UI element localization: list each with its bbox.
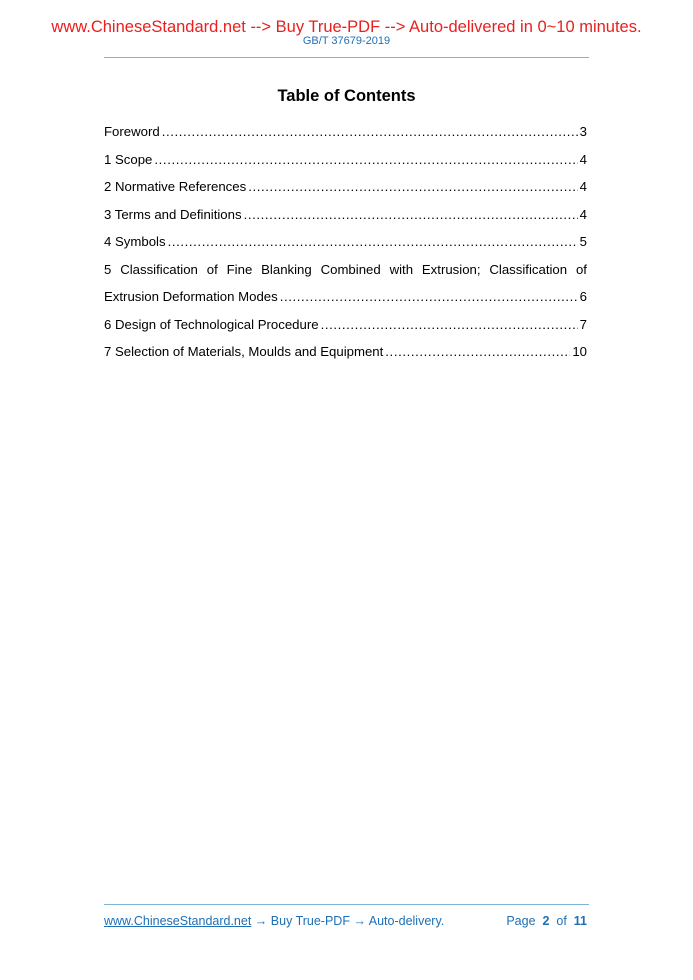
toc-entry-classification[interactable] [104,283,587,311]
toc-entry-word: Blanking [261,261,312,277]
toc-entry-label: 1 Scope [104,151,153,167]
page-indicator [506,914,587,928]
toc-entry-page: 4 [579,151,587,167]
toc-entry-word: with [389,261,414,277]
footer-buy-text: Buy True-PDF [270,914,350,928]
footer-divider [104,904,589,905]
promo-banner[interactable]: www.ChineseStandard.net --> Buy True-PDF --> Auto-delivered in 0~10 minutes. [51,18,642,36]
toc-entry-page: 3 [579,124,587,139]
toc-entry-page: 4 [579,179,587,194]
toc-entry-materials-equipment[interactable] [104,338,587,366]
toc-entry-label: 4 Symbols [104,234,166,249]
toc-entry-word: Classification [120,261,198,277]
toc-title: Table of Contents [277,87,416,105]
table-of-contents [104,118,587,366]
toc-entry-word: Combined [320,261,381,277]
page-footer [104,914,587,928]
footer-promo [104,914,444,928]
footer-site-link[interactable]: www.ChineseStandard.net [104,914,252,928]
toc-entry-scope[interactable] [104,146,587,174]
toc-entry-page: 4 [579,206,587,222]
toc-entry-page: 7 [579,316,587,332]
toc-entry-label: Extrusion Deformation Modes [104,289,278,304]
standard-code: GB/T 37679-2019 [302,35,391,47]
toc-entry-page: 5 [579,234,587,249]
toc-leader-dots [385,338,570,366]
toc-leader-dots [162,118,578,146]
toc-entry-word: Classification [489,261,568,277]
toc-entry-foreword[interactable] [104,118,587,146]
toc-leader-dots [321,311,578,339]
toc-leader-dots [244,201,578,229]
toc-entry-page: 10 [572,344,587,359]
page-total: 11 [573,914,587,928]
toc-entry-terms-definitions[interactable] [104,201,587,229]
toc-leader-dots [280,283,578,311]
toc-entry-label: 3 Terms and Definitions [104,206,242,222]
page-current: 2 [542,914,550,928]
toc-entry-classification-line1[interactable] [104,256,587,284]
toc-entry-technological-procedure[interactable] [104,311,587,339]
page-label: Page [506,914,536,928]
page-of-label: of [556,914,567,928]
toc-entry-word: of [206,261,218,277]
toc-leader-dots [248,173,577,201]
toc-entry-word: Fine [226,261,253,277]
toc-entry-page: 6 [579,289,587,304]
toc-entry-label: 6 Design of Technological Procedure [104,316,319,332]
arrow-right-icon: → [254,914,268,928]
toc-entry-label: 7 Selection of Materials, Moulds and Equipment [104,344,384,359]
toc-entry-normative-references[interactable] [104,173,587,201]
toc-entry-symbols[interactable] [104,228,587,256]
toc-entry-word: of [575,261,587,277]
toc-entry-label: 2 Normative References [104,179,247,194]
toc-leader-dots [168,228,578,256]
toc-entry-word: 5 [104,261,112,277]
header-divider [104,57,589,58]
toc-entry-label: Foreword [104,124,160,139]
toc-entry-word: Extrusion; [421,261,481,277]
arrow-right-icon: → [353,914,366,928]
toc-leader-dots [154,146,577,174]
footer-delivery-text: Auto-delivery. [368,914,445,928]
